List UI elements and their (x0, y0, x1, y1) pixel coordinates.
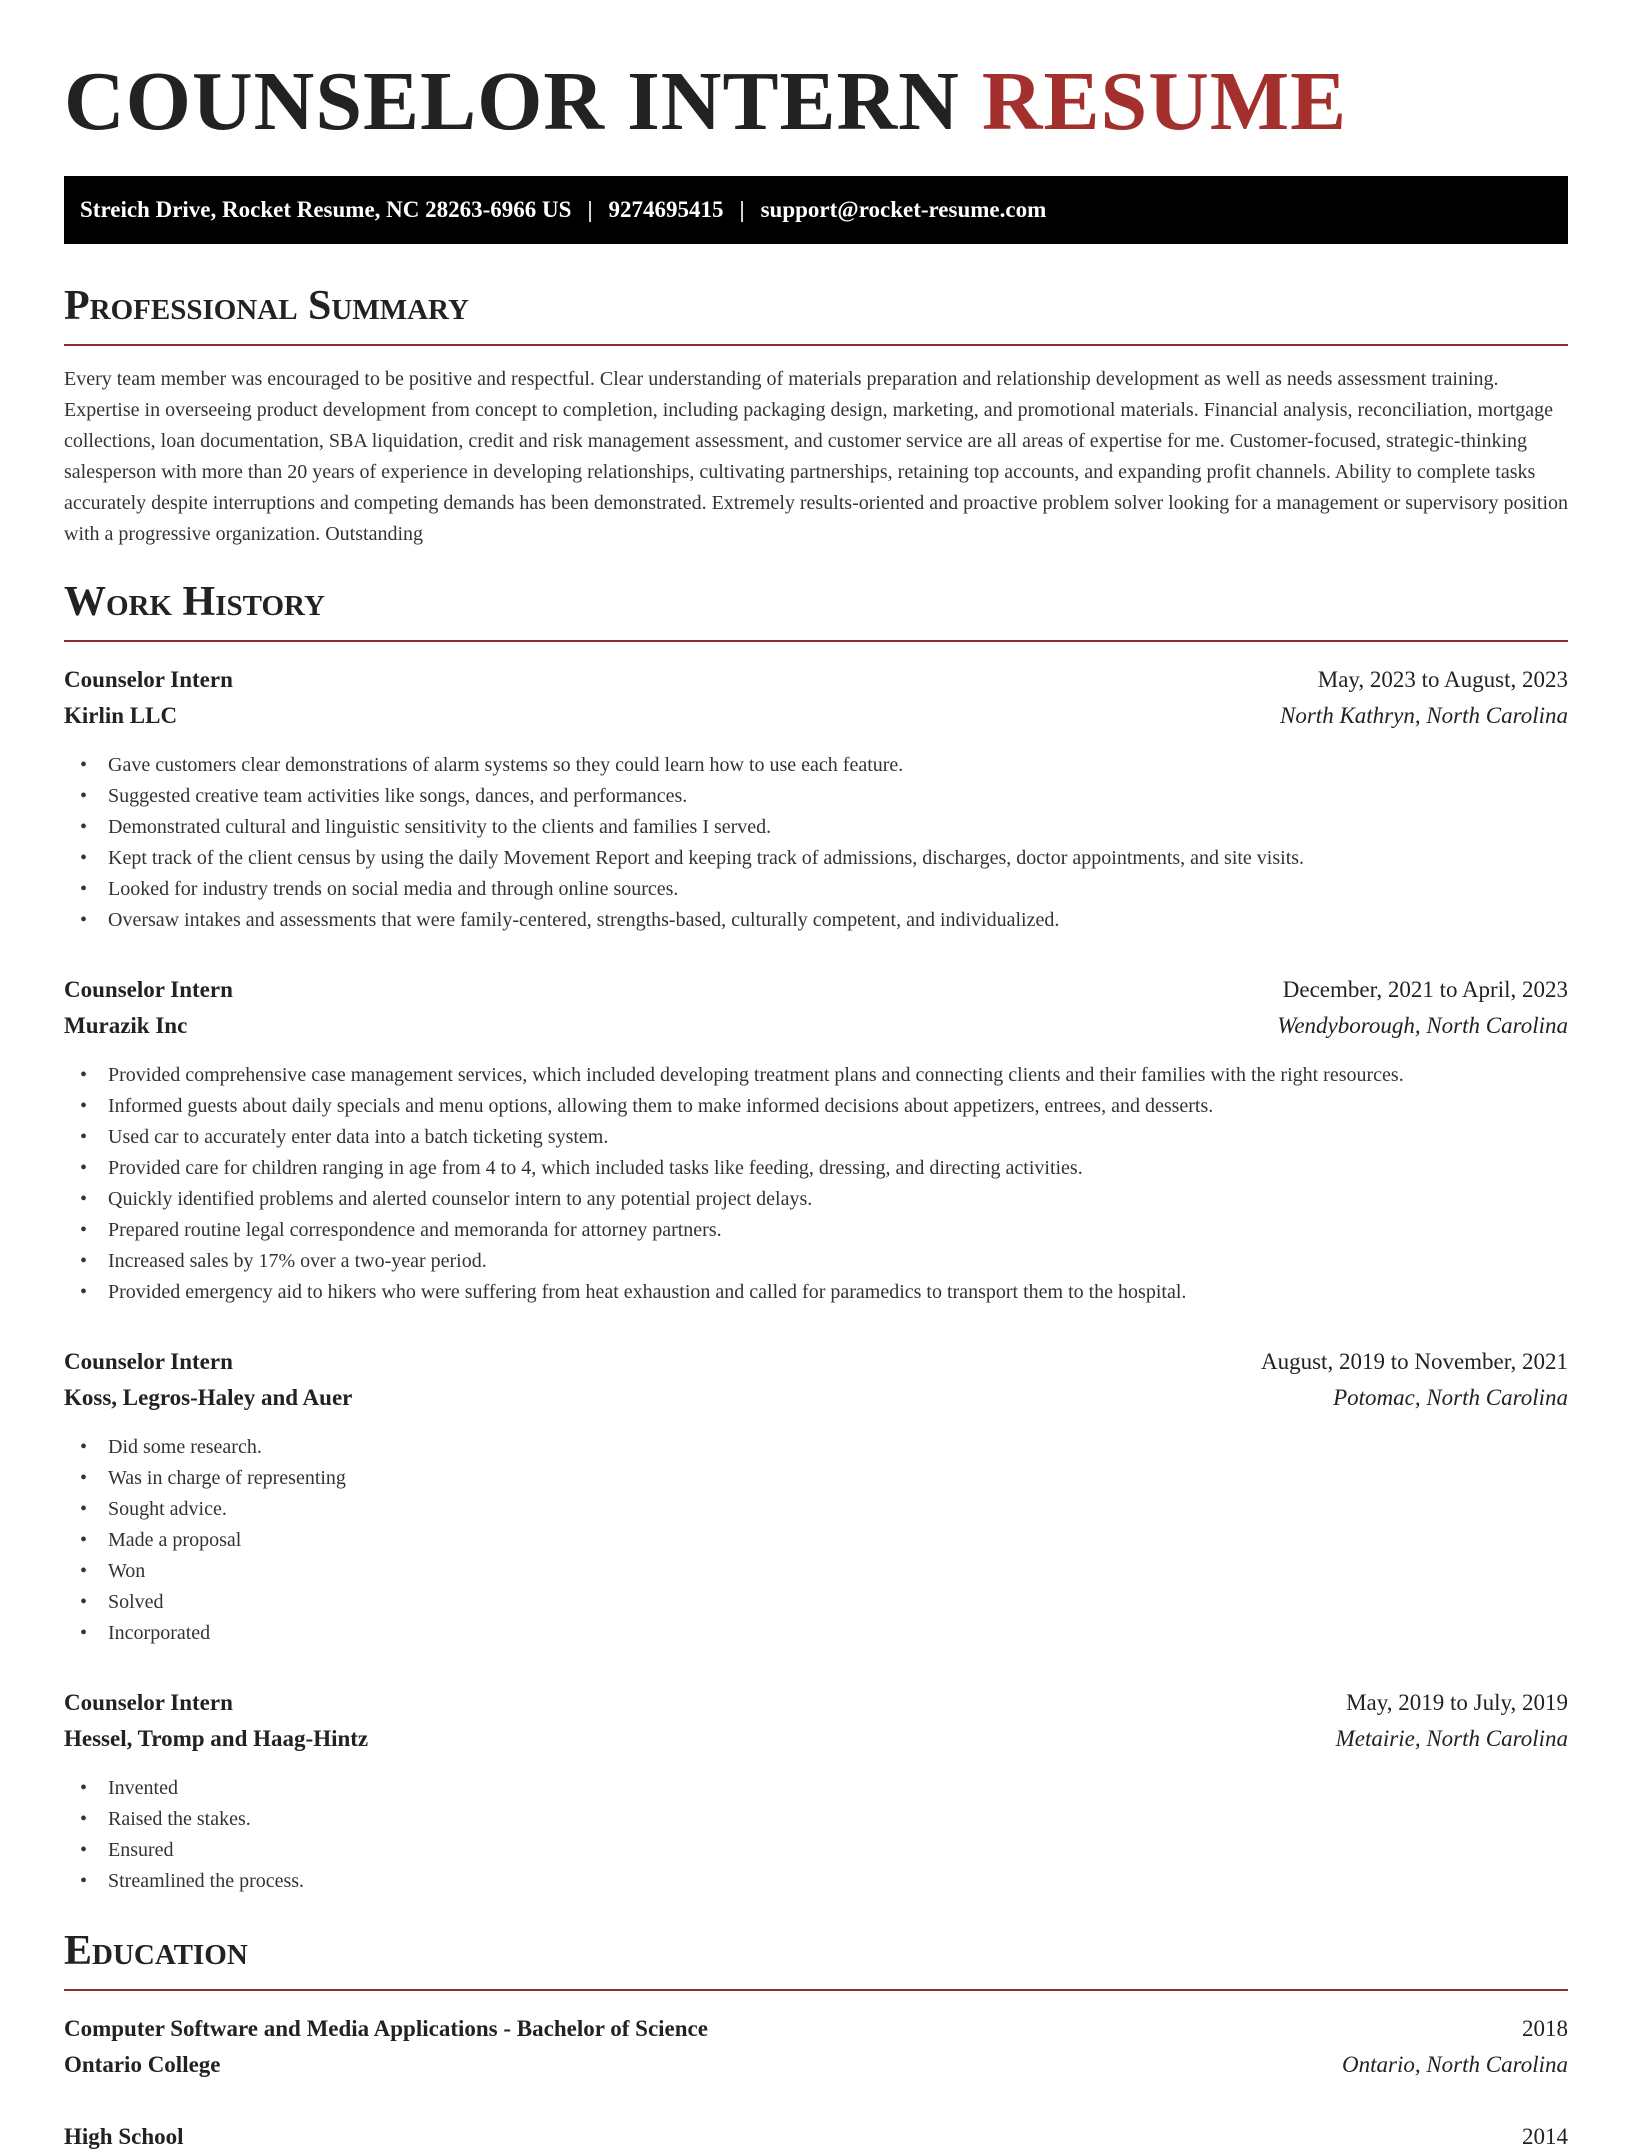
bullet-icon: • (80, 816, 88, 838)
list-item (64, 781, 1568, 812)
title-main: COUNSELOR INTERN (64, 55, 960, 148)
education-header-row (64, 2119, 1568, 2155)
job-company: Koss, Legros-Haley and Auer (64, 1385, 353, 1410)
bullet-text: Incorporated (108, 1622, 211, 1644)
job-bullet-list (64, 750, 1568, 936)
job-dates: May, 2019 to July, 2019 (1346, 1690, 1568, 1715)
education-degree: Computer Software and Media Applications - Bachelor of Science (64, 2016, 708, 2041)
bullet-text: Streamlined the process. (108, 1870, 305, 1892)
bullet-icon: • (80, 1622, 88, 1644)
job-bullet-list (64, 1060, 1568, 1308)
bullet-icon: • (80, 1467, 88, 1489)
bullet-text: Ensured (108, 1839, 174, 1861)
bullet-text: Informed guests about daily specials and menu options, allowing them to make informed decisions about appetizers, entrees, and desserts. (108, 1095, 1214, 1117)
list-item (64, 1060, 1568, 1091)
bullet-icon: • (80, 1188, 88, 1210)
bullet-icon: • (80, 1219, 88, 1241)
bullet-icon: • (80, 1560, 88, 1582)
job-location: Metairie, North Carolina (1335, 1726, 1568, 1751)
education-header-row (64, 2011, 1568, 2047)
job-entry (64, 1344, 1568, 1649)
bullet-text: Oversaw intakes and assessments that were family-centered, strengths-based, culturally competent, and individualized. (108, 909, 1060, 931)
bullet-text: Won (108, 1560, 146, 1582)
job-company: Kirlin LLC (64, 703, 178, 728)
bullet-text: Increased sales by 17% over a two-year period. (108, 1250, 487, 1272)
bullet-text: Sought advice. (108, 1498, 227, 1520)
job-title: Counselor Intern (64, 1349, 233, 1374)
education-year: 2014 (1522, 2124, 1568, 2149)
bullet-text: Provided emergency aid to hikers who were suffering from heat exhaustion and called for paramedics to transport them to the hospital. (108, 1281, 1187, 1303)
list-item (64, 1122, 1568, 1153)
job-title: Counselor Intern (64, 1690, 233, 1715)
education-list (64, 2011, 1568, 2155)
bullet-icon: • (80, 1064, 88, 1086)
bullet-icon: • (80, 878, 88, 900)
list-item (64, 1277, 1568, 1308)
list-item (64, 905, 1568, 936)
list-item (64, 812, 1568, 843)
bullet-text: Quickly identified problems and alerted counselor intern to any potential project delays. (108, 1188, 813, 1210)
contact-bar (64, 176, 1568, 244)
work-history-list (64, 662, 1568, 1897)
list-item (64, 1463, 1568, 1494)
bullet-icon: • (80, 785, 88, 807)
contact-address: Streich Drive, Rocket Resume, NC 28263-6966 US (80, 197, 572, 222)
list-item (64, 1091, 1568, 1122)
list-item (64, 1804, 1568, 1835)
resume-title (64, 0, 1568, 152)
job-bullet-list (64, 1773, 1568, 1897)
job-location: Potomac, North Carolina (1333, 1385, 1568, 1410)
bullet-icon: • (80, 847, 88, 869)
contact-separator: | (587, 197, 593, 222)
job-dates: May, 2023 to August, 2023 (1317, 667, 1568, 692)
list-item (64, 1525, 1568, 1556)
contact-separator: | (739, 197, 745, 222)
bullet-icon: • (80, 1591, 88, 1613)
education-location: Ontario, North Carolina (1342, 2052, 1568, 2077)
bullet-text: Provided care for children ranging in age from 4 to 4, which included tasks like feeding, dressing, and directing activities. (108, 1157, 1083, 1179)
bullet-icon: • (80, 1870, 88, 1892)
job-header-row (64, 972, 1568, 1008)
summary-text: Every team member was encouraged to be positive and respectful. Clear understanding of materials preparation and relationship development as well as needs assessment training. Expertise in overseeing product development from concept to completion, including packaging design, marketing, and promotional materials. Financial analysis, reconciliation, mortgage collections, loan documentation, SBA liquidation, credit and risk management assessment, and customer service are all areas of expertise for me. Customer-focused, strategic-thinking salesperson with more than 20 years of experience in developing relationships, cultivating partnerships, retaining top accounts, and expanding profit channels. Ability to complete tasks accurately despite interruptions and competing demands has been demonstrated. Extremely results-oriented and proactive problem solver looking for a management or supervisory position with a progressive organization. Outstanding (64, 368, 1569, 545)
bullet-icon: • (80, 1529, 88, 1551)
title-accent: RESUME (981, 55, 1348, 148)
bullet-text: Suggested creative team activities like songs, dances, and performances. (108, 785, 688, 807)
bullet-text: Raised the stakes. (108, 1808, 251, 1830)
bullet-icon: • (80, 909, 88, 931)
education-entry (64, 2119, 1568, 2155)
list-item (64, 1587, 1568, 1618)
bullet-icon: • (80, 1281, 88, 1303)
education-school: Ontario College (64, 2052, 221, 2077)
list-item (64, 1432, 1568, 1463)
list-item (64, 1773, 1568, 1804)
bullet-text: Invented (108, 1777, 178, 1799)
job-title: Counselor Intern (64, 667, 233, 692)
bullet-icon: • (80, 1498, 88, 1520)
bullet-text: Did some research. (108, 1436, 262, 1458)
bullet-icon: • (80, 1126, 88, 1148)
job-bullet-list (64, 1432, 1568, 1649)
bullet-text: Looked for industry trends on social media and through online sources. (108, 878, 679, 900)
job-company-row (64, 1380, 1568, 1416)
job-entry (64, 1685, 1568, 1897)
work-history-heading: Work History (64, 579, 325, 625)
list-item (64, 750, 1568, 781)
job-dates: December, 2021 to April, 2023 (1282, 977, 1568, 1002)
bullet-text: Gave customers clear demonstrations of alarm systems so they could learn how to use each feature. (108, 754, 904, 776)
bullet-icon: • (80, 1250, 88, 1272)
bullet-icon: • (80, 1157, 88, 1179)
job-company-row (64, 1721, 1568, 1757)
bullet-text: Prepared routine legal correspondence and memoranda for attorney partners. (108, 1219, 722, 1241)
education-school-row (64, 2047, 1568, 2083)
bullet-icon: • (80, 1808, 88, 1830)
bullet-icon: • (80, 754, 88, 776)
job-company-row (64, 698, 1568, 734)
job-location: Wendyborough, North Carolina (1277, 1013, 1568, 1038)
education-year: 2018 (1522, 2016, 1568, 2041)
bullet-icon: • (80, 1777, 88, 1799)
education-heading: Education (64, 1928, 248, 1974)
contact-phone: 9274695415 (608, 197, 724, 222)
job-dates: August, 2019 to November, 2021 (1261, 1349, 1568, 1374)
list-item (64, 1866, 1568, 1897)
education-entry (64, 2011, 1568, 2083)
bullet-text: Provided comprehensive case management services, which included developing treatment plans and connecting clients and their families with the right resources. (108, 1064, 1404, 1086)
list-item (64, 1835, 1568, 1866)
bullet-text: Kept track of the client census by using the daily Movement Report and keeping track of admissions, discharges, doctor appointments, and site visits. (108, 847, 1305, 869)
job-header-row (64, 662, 1568, 698)
list-item (64, 843, 1568, 874)
section-divider (64, 344, 1568, 346)
list-item (64, 1246, 1568, 1277)
bullet-icon: • (80, 1095, 88, 1117)
job-entry (64, 662, 1568, 936)
list-item (64, 1556, 1568, 1587)
bullet-text: Was in charge of representing (108, 1467, 346, 1489)
job-company-row (64, 1008, 1568, 1044)
bullet-text: Used car to accurately enter data into a batch ticketing system. (108, 1126, 609, 1148)
list-item (64, 1618, 1568, 1649)
list-item (64, 1153, 1568, 1184)
bullet-icon: • (80, 1839, 88, 1861)
list-item (64, 1494, 1568, 1525)
bullet-text: Solved (108, 1591, 164, 1613)
job-location: North Kathryn, North Carolina (1280, 703, 1568, 728)
job-entry (64, 972, 1568, 1308)
contact-email: support@rocket-resume.com (760, 197, 1047, 222)
list-item (64, 874, 1568, 905)
section-divider (64, 1989, 1568, 1991)
job-company: Murazik Inc (64, 1013, 188, 1038)
job-title: Counselor Intern (64, 977, 233, 1002)
list-item (64, 1184, 1568, 1215)
education-degree: High School (64, 2124, 184, 2149)
summary-heading: Professional Summary (64, 283, 469, 329)
bullet-text: Demonstrated cultural and linguistic sensitivity to the clients and families I served. (108, 816, 772, 838)
section-divider (64, 640, 1568, 642)
bullet-icon: • (80, 1436, 88, 1458)
job-header-row (64, 1344, 1568, 1380)
job-header-row (64, 1685, 1568, 1721)
list-item (64, 1215, 1568, 1246)
bullet-text: Made a proposal (108, 1529, 242, 1551)
job-company: Hessel, Tromp and Haag-Hintz (64, 1726, 369, 1751)
